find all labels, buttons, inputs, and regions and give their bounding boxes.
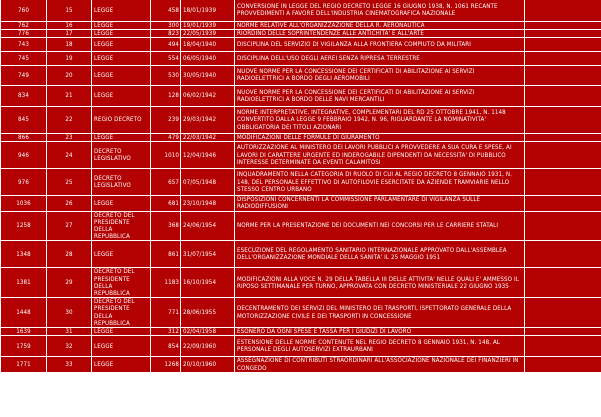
- empty-cell: [525, 85, 601, 106]
- date-cell: 31/07/1954: [181, 241, 235, 268]
- act-number-cell: 479: [151, 133, 181, 141]
- row-id-cell: 1759: [1, 336, 47, 357]
- act-type-cell: LEGGE: [92, 336, 151, 357]
- title-cell: CONVERSIONE IN LEGGE DEL REGIO DECRETO LEGGE 16 GIUGNO 1938, N. 1061 RECANTE PROVVEDIMENTI A FAVORE DELL'INDUSTRIA CINEMATOGRAFICA NAZIONALE: [235, 0, 525, 21]
- row-id-cell: 946: [1, 142, 47, 169]
- ordinal-cell: 29: [47, 268, 92, 298]
- act-type-cell: DECRETO DEL PRESIDENTE DELLA REPUBBLICA: [92, 298, 151, 328]
- table-row[interactable]: [1, 336, 601, 357]
- row-id-cell: 834: [1, 85, 47, 106]
- ordinal-cell: 33: [47, 357, 92, 373]
- title-cell: ESONERO DA OGNI SPESE E TASSA PER I GIUDIZI DI LAVORO: [235, 327, 525, 335]
- title-cell: DECENTRAMENTO DEI SERVIZI DEL MINISTERO DEI TRASPORTI, ISPETTORATO GENERALE DELLA MOTORIZZAZIONE CIVILE E DEI TRASPORTI IN CONCESSIONE: [235, 298, 525, 328]
- date-cell: 18/04/1940: [181, 37, 235, 51]
- empty-cell: [525, 29, 601, 37]
- act-type-cell: LEGGE: [92, 241, 151, 268]
- row-id-cell: 1771: [1, 357, 47, 373]
- empty-cell: [525, 106, 601, 133]
- empty-cell: [525, 211, 601, 241]
- act-type-cell: DECRETO LEGISLATIVO: [92, 169, 151, 196]
- empty-cell: [525, 241, 601, 268]
- title-cell: ASSEGNAZIONE DI CONTRIBUTI STRAORDINARI ALL'ASSOCIAZIONE NAZIONALE DEI FINANZIERI IN CONGEDO: [235, 357, 525, 373]
- title-cell: DISPOSIZIONI CONCERNENTI LA COMMISSIONE PARLAMENTARE DI VIGILANZA SULLE RADIODIFFUSIONI: [235, 196, 525, 211]
- table-row[interactable]: [1, 133, 601, 141]
- act-number-cell: 494: [151, 37, 181, 51]
- table-row[interactable]: [1, 21, 601, 29]
- act-number-cell: 554: [151, 51, 181, 65]
- row-id-cell: 1381: [1, 268, 47, 298]
- empty-cell: [525, 196, 601, 211]
- date-cell: 18/01/1939: [181, 0, 235, 21]
- title-cell: NUOVE NORME PER LA CONCESSIONE DEI CERTIFICATI DI ABILITAZIONE AI SERVIZI RADIOELETTRICI A BORDO DEGLI AEROMOBILI: [235, 65, 525, 85]
- title-cell: NUOVE NORME PER LA CONCESSIONE DEI CERTIFICATI DI ABILITAZIONE AI SERVIZI RADIOELETTRICI A BORDO DELLE NAVI MERCANTILI: [235, 85, 525, 106]
- ordinal-cell: 19: [47, 51, 92, 65]
- date-cell: 22/03/1942: [181, 133, 235, 141]
- ordinal-cell: 28: [47, 241, 92, 268]
- date-cell: 24/06/1954: [181, 211, 235, 241]
- act-number-cell: 1010: [151, 142, 181, 169]
- act-number-cell: 300: [151, 21, 181, 29]
- table-row[interactable]: [1, 211, 601, 241]
- title-cell: INQUADRAMENTO NELLA CATEGORIA DI RUOLO DI CUI AL REGIO DECRETO 8 GENNAIO 1931, N. 148, DEL PERSONALE EFFETTIVO DI AUTOFILOVIE ESERCITATE DA AZIENDE TRAMVIARIE NELLO STESSO CENTRO URBANO: [235, 169, 525, 196]
- act-type-cell: DECRETO DEL PRESIDENTE DELLA REPUBBLICA: [92, 211, 151, 241]
- empty-cell: [525, 336, 601, 357]
- act-number-cell: 239: [151, 106, 181, 133]
- table-row[interactable]: [1, 37, 601, 51]
- empty-cell: [525, 133, 601, 141]
- act-number-cell: 458: [151, 0, 181, 21]
- empty-cell: [525, 327, 601, 335]
- empty-cell: [525, 298, 601, 328]
- title-cell: MODIFICAZIONI DELLE FORMULE DI GIURAMENTO: [235, 133, 525, 141]
- ordinal-cell: 16: [47, 21, 92, 29]
- act-type-cell: LEGGE: [92, 0, 151, 21]
- date-cell: 07/05/1948: [181, 169, 235, 196]
- date-cell: 02/04/1958: [181, 327, 235, 335]
- title-cell: MODIFICAZIONI ALLA VOCE N. 29 DELLA TABELLA III DELLE ATTIVITA' NELLE QUALI E' AMMESSO IL RIPOSO SETTIMANALE PER TURNO, APPROVATA CON DECRETO MINISTERIALE 22 GIUGNO 1935: [235, 268, 525, 298]
- ordinal-cell: 21: [47, 85, 92, 106]
- date-cell: 30/05/1940: [181, 65, 235, 85]
- table-row[interactable]: [1, 142, 601, 169]
- title-cell: ESECUZIONE DEL REGOLAMENTO SANITARIO INTERNAZIONALE APPROVATO DALL'ASSEMBLEA DELL'ORGANIZZAZIONE MONDIALE DELLA SANITA' IL 25 MAGGIO 1951: [235, 241, 525, 268]
- act-type-cell: LEGGE: [92, 29, 151, 37]
- act-number-cell: 657: [151, 169, 181, 196]
- empty-cell: [525, 142, 601, 169]
- act-number-cell: 771: [151, 298, 181, 328]
- act-number-cell: 854: [151, 336, 181, 357]
- row-id-cell: 749: [1, 65, 47, 85]
- table-row[interactable]: [1, 298, 601, 328]
- ordinal-cell: 15: [47, 0, 92, 21]
- date-cell: 12/04/1946: [181, 142, 235, 169]
- title-cell: AUTORIZZAZIONE AL MINISTERO DEI LAVORI PUBBLICI A PROVVEDERE A SUA CURA E SPESE, AI LAVORI DI CARATTERE URGENTE ED INDEROGABILE DIPENDENTI DA NECESSITA' DI PUBBLICO INTERESSE DETERMINATE DA EVENTI CALAMITOSI: [235, 142, 525, 169]
- table-row[interactable]: [1, 241, 601, 268]
- date-cell: 19/01/1939: [181, 21, 235, 29]
- act-type-cell: DECRETO DEL PRESIDENTE DELLA REPUBBLICA: [92, 268, 151, 298]
- table-row[interactable]: [1, 268, 601, 298]
- date-cell: 22/05/1939: [181, 29, 235, 37]
- title-cell: NORME INTERPRETATIVE, INTEGRATIVE, COMPLEMENTARI DEL RD 25 OTTOBRE 1941, N. 1148 CONVERTITO DALLA LEGGE 9 FEBBRAIO 1942, N. 96, RIGUARDANTE LA NOMINATIVITA' OBBLIGATORIA DEI TITOLI AZIONARI: [235, 106, 525, 133]
- title-cell: RIORDINO DELLE SOPRINTENDENZE ALLE ANTICHITA' E ALL'ARTE: [235, 29, 525, 37]
- title-cell: ESTENSIONE DELLE NORME CONTENUTE NEL REGIO DECRETO 8 GENNAIO 1931, N. 148, AL PERSONALE DEGLI AUTOSERVIZI EXTRAURBANI: [235, 336, 525, 357]
- act-type-cell: LEGGE: [92, 327, 151, 335]
- act-type-cell: LEGGE: [92, 21, 151, 29]
- ordinal-cell: 32: [47, 336, 92, 357]
- act-type-cell: LEGGE: [92, 196, 151, 211]
- empty-cell: [525, 21, 601, 29]
- empty-cell: [525, 51, 601, 65]
- act-type-cell: LEGGE: [92, 133, 151, 141]
- table-row[interactable]: [1, 29, 601, 37]
- table-row[interactable]: [1, 65, 601, 85]
- empty-cell: [525, 37, 601, 51]
- row-id-cell: 1036: [1, 196, 47, 211]
- row-id-cell: 743: [1, 37, 47, 51]
- act-type-cell: LEGGE: [92, 85, 151, 106]
- table-row[interactable]: [1, 0, 601, 21]
- act-number-cell: 823: [151, 29, 181, 37]
- table-row[interactable]: [1, 106, 601, 133]
- ordinal-cell: 27: [47, 211, 92, 241]
- ordinal-cell: 24: [47, 142, 92, 169]
- date-cell: 20/10/1960: [181, 357, 235, 373]
- act-number-cell: 681: [151, 196, 181, 211]
- ordinal-cell: 17: [47, 29, 92, 37]
- ordinal-cell: 31: [47, 327, 92, 335]
- title-cell: NORME PER LA PRESENTAZIONE DEI DOCUMENTI NEI CONCORSI PER LE CARRIERE STATALI: [235, 211, 525, 241]
- title-cell: DISCIPLINA DEL SERVIZIO DI VIGILANZA ALLA FRONTIERA COMPIUTO DA MILITARI: [235, 37, 525, 51]
- act-number-cell: 312: [151, 327, 181, 335]
- ordinal-cell: 26: [47, 196, 92, 211]
- row-id-cell: 745: [1, 51, 47, 65]
- ordinal-cell: 25: [47, 169, 92, 196]
- act-type-cell: LEGGE: [92, 357, 151, 373]
- row-id-cell: 1348: [1, 241, 47, 268]
- date-cell: 16/10/1954: [181, 268, 235, 298]
- act-type-cell: REGIO DECRETO: [92, 106, 151, 133]
- ordinal-cell: 20: [47, 65, 92, 85]
- act-number-cell: 368: [151, 211, 181, 241]
- table-row[interactable]: [1, 196, 601, 211]
- act-number-cell: 861: [151, 241, 181, 268]
- act-number-cell: 128: [151, 85, 181, 106]
- empty-cell: [525, 268, 601, 298]
- ordinal-cell: 22: [47, 106, 92, 133]
- table-row[interactable]: [1, 357, 601, 373]
- date-cell: 06/02/1942: [181, 85, 235, 106]
- title-cell: DISCIPLINA DELL'USO DEGLI AEREI SENZA RIPRESA TERRESTRE: [235, 51, 525, 65]
- empty-cell: [525, 357, 601, 373]
- act-number-cell: 1183: [151, 268, 181, 298]
- ordinal-cell: 30: [47, 298, 92, 328]
- act-type-cell: LEGGE: [92, 37, 151, 51]
- act-type-cell: LEGGE: [92, 51, 151, 65]
- act-type-cell: LEGGE: [92, 65, 151, 85]
- act-type-cell: DECRETO LEGISLATIVO: [92, 142, 151, 169]
- date-cell: 28/06/1955: [181, 298, 235, 328]
- row-id-cell: 776: [1, 29, 47, 37]
- empty-cell: [525, 169, 601, 196]
- row-id-cell: 1639: [1, 327, 47, 335]
- date-cell: 22/09/1960: [181, 336, 235, 357]
- row-id-cell: 1448: [1, 298, 47, 328]
- row-id-cell: 866: [1, 133, 47, 141]
- row-id-cell: 760: [1, 0, 47, 21]
- ordinal-cell: 23: [47, 133, 92, 141]
- row-id-cell: 762: [1, 21, 47, 29]
- row-id-cell: 845: [1, 106, 47, 133]
- date-cell: 29/03/1942: [181, 106, 235, 133]
- date-cell: 06/05/1940: [181, 51, 235, 65]
- act-number-cell: 530: [151, 65, 181, 85]
- empty-cell: [525, 0, 601, 21]
- table-row[interactable]: [1, 169, 601, 196]
- empty-cell: [525, 65, 601, 85]
- title-cell: NORME RELATIVE ALL'ORGANIZZAZIONE DELLA R. AERONAUTICA: [235, 21, 525, 29]
- table-row[interactable]: [1, 85, 601, 106]
- table-row[interactable]: [1, 51, 601, 65]
- act-number-cell: 1268: [151, 357, 181, 373]
- row-id-cell: 976: [1, 169, 47, 196]
- row-id-cell: 1258: [1, 211, 47, 241]
- ordinal-cell: 18: [47, 37, 92, 51]
- date-cell: 23/10/1948: [181, 196, 235, 211]
- table-row[interactable]: [1, 327, 601, 335]
